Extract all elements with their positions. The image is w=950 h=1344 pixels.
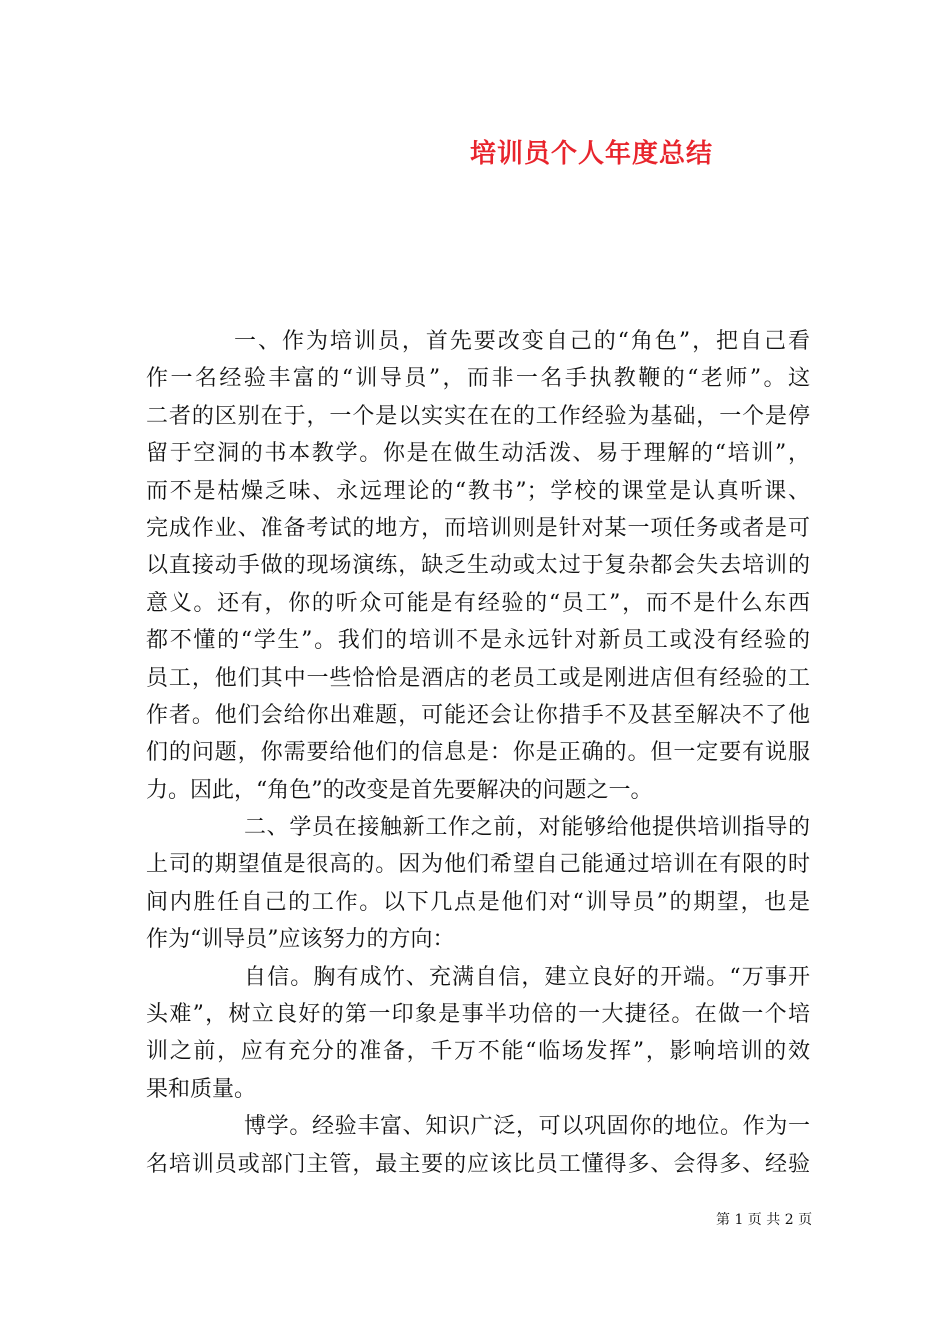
- paragraph-line: 们的问题，你需要给他们的信息是：你是正确的。但一定要有说服: [146, 740, 810, 766]
- paragraph-line: 员工，他们其中一些恰恰是酒店的老员工或是刚进店但有经验的工: [146, 665, 810, 691]
- paragraph-line: 二、学员在接触新工作之前，对能够给他提供培训指导的: [244, 815, 810, 841]
- paragraph-line: 以直接动手做的现场演练，缺乏生动或太过于复杂都会失去培训的: [146, 553, 810, 579]
- paragraph-line: 作一名经验丰富的“训导员”，而非一名手执教鞭的“老师”。这: [146, 366, 810, 392]
- paragraph-line: 而不是枯燥乏味、永远理论的“教书”；学校的课堂是认真听课、: [146, 478, 810, 504]
- paragraph-line: 自信。胸有成竹、充满自信，建立良好的开端。“万事开: [244, 964, 810, 990]
- paragraph-line: 博学。经验丰富、知识广泛，可以巩固你的地位。作为一: [244, 1114, 810, 1140]
- paragraph-line: 留于空洞的书本教学。你是在做生动活泼、易于理解的“培训”，: [146, 441, 810, 467]
- paragraph-line: 作为“训导员”应该努力的方向：: [146, 927, 455, 953]
- paragraph-line: 一、作为培训员，首先要改变自己的“角色”，把自己看: [234, 329, 810, 354]
- paragraph-line: 上司的期望值是很高的。因为他们希望自己能通过培训在有限的时: [146, 852, 810, 878]
- paragraph-line: 意义。还有，你的听众可能是有经验的“员工”，而不是什么东西: [146, 590, 810, 616]
- paragraph-line: 力。因此，“角色”的改变是首先要解决的问题之一。: [146, 777, 653, 803]
- paragraph-line: 二者的区别在于，一个是以实实在在的工作经验为基础，一个是停: [146, 403, 810, 429]
- paragraph-line: 果和质量。: [146, 1076, 257, 1102]
- paragraph-line: 完成作业、准备考试的地方，而培训则是针对某一项任务或者是可: [146, 515, 810, 541]
- document-title: 培训员个人年度总结: [470, 139, 714, 169]
- document-body: [146, 323, 810, 1183]
- paragraph-line: 作者。他们会给你出难题，可能还会让你措手不及甚至解决不了他: [146, 702, 810, 728]
- paragraph-line: 间内胜任自己的工作。以下几点是他们对“训导员”的期望，也是: [146, 889, 810, 915]
- paragraph-line: 都不懂的“学生”。我们的培训不是永远针对新员工或没有经验的: [146, 628, 810, 654]
- paragraph-line: 名培训员或部门主管，最主要的应该比员工懂得多、会得多、经验: [146, 1151, 810, 1177]
- page-number-footer: 第 1 页 共 2 页: [716, 1212, 813, 1228]
- paragraph-line: 训之前，应有充分的准备，千万不能“临场发挥”，影响培训的效: [146, 1039, 810, 1065]
- paragraph-line: 头难”，树立良好的第一印象是事半功倍的一大捷径。在做一个培: [146, 1002, 810, 1028]
